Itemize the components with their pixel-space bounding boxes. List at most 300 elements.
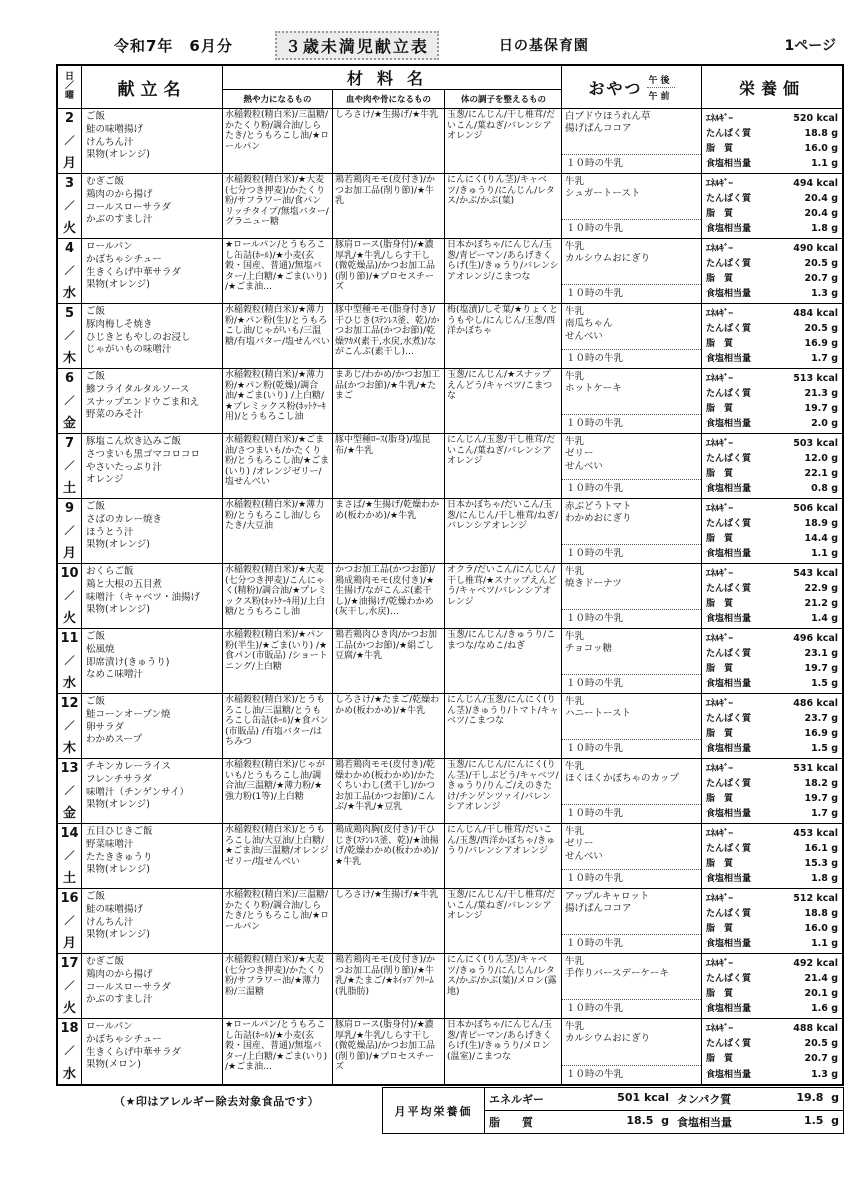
snack-morning: １０時の牛乳 [562, 414, 701, 433]
fat-label: 脂 質 [706, 208, 734, 219]
energy-label: ｴﾈﾙｷﾞｰ [706, 698, 734, 709]
protein-label: たんぱく質 [706, 843, 752, 854]
energy-label: ｴﾈﾙｷﾞｰ [706, 1023, 734, 1034]
salt-value: 1.4 g [811, 612, 838, 624]
energy-foods-cell: 水稲穀粒(精白米)/じゃがいも/とうもろこし油/調合油/三温糖/★薄力粉/★強力粉(1等)/上白糖 [223, 759, 333, 823]
weekday: 月 [62, 155, 76, 171]
energy-label: ｴﾈﾙｷﾞｰ [706, 373, 734, 384]
energy-value: 490 kcal [793, 242, 838, 254]
menu-names-cell: ご飯 鮭コーンオーブン焼 卵サラダ わかめスープ [82, 694, 223, 758]
subheader-condition-foods: 体の調子を整えるもの [460, 95, 546, 105]
snack-afternoon: 牛乳 チョコッ糖 [565, 631, 613, 655]
day-cell: 5 ／ 木 [58, 304, 82, 368]
protein-value: 23.7 g [804, 712, 838, 724]
snack-afternoon: 牛乳 手作りバースデーケーキ [565, 956, 669, 980]
day-cell: 4 ／ 水 [58, 239, 82, 303]
day-cell: 11 ／ 水 [58, 629, 82, 693]
condition-foods-cell: 玉葱/にんじん/きゅうり/こまつな/なめこ/ねぎ [445, 629, 562, 693]
protein-value: 18.2 g [804, 777, 838, 789]
day-cell: 2 ／ 月 [58, 109, 82, 173]
protein-foods-cell: まあじ/わかめ/かつお加工品(かつお節)/★牛乳/★たまご [333, 369, 445, 433]
snack-cell [562, 369, 702, 433]
protein-foods-cell: しろさけ/★生揚げ/★牛乳 [333, 109, 445, 173]
fat-value: 19.7 g [804, 402, 838, 414]
subheader-energy-foods: 熱や力になるもの [223, 90, 333, 108]
snack-morning: １０時の牛乳 [562, 219, 701, 238]
condition-foods-cell: にんにく(りん茎)/キャベツ/きゅうり/にんじん/レタス/かぶ/かぶ(葉)/メロン(露地) [445, 954, 562, 1018]
snack-afternoon: 牛乳 ほくほくかぼちゃのカップ [565, 761, 679, 785]
day-number: 13 [60, 761, 79, 776]
snack-afternoon: 赤ぶどうトマト わかめおにぎり [565, 501, 632, 525]
snack-cell [562, 239, 702, 303]
snack-cell [562, 629, 702, 693]
protein-value: 20.4 g [804, 192, 838, 204]
nutrition-cell [702, 889, 842, 953]
protein-foods-cell: 鶏若鶏肉モモ(皮付き)/かつお加工品(削り節)/★牛乳/★たまご/★ﾎｲｯﾌﾟｸﾘｰﾑ(乳脂肪) [333, 954, 445, 1018]
fat-label: 脂 質 [706, 1054, 734, 1065]
fat-label: 脂 質 [706, 858, 734, 869]
avg-salt-value: 1.5 g [803, 1114, 839, 1127]
fat-value: 16.9 g [804, 337, 838, 349]
fat-label: 脂 質 [706, 533, 734, 544]
fat-value: 20.7 g [804, 272, 838, 284]
nutrition-cell [702, 304, 842, 368]
protein-value: 22.9 g [804, 582, 838, 594]
energy-label: ｴﾈﾙｷﾞｰ [706, 438, 734, 449]
fat-value: 22.1 g [804, 467, 838, 479]
protein-label: たんぱく質 [706, 193, 752, 204]
snack-afternoon: 牛乳 ハニートースト [565, 696, 632, 720]
menu-day-row [58, 564, 842, 629]
protein-foods-cell: 豚肩ロース(脂身付)/★濃厚乳/★牛乳/しらす干し(微乾燥品)/かつお加工品(削り節)/★プロセスチーズ [333, 239, 445, 303]
nutrition-cell [702, 109, 842, 173]
menu-day-row [58, 824, 842, 889]
energy-foods-cell: 水稲穀粒(精白米)/★薄力粉/★パン粉(乾燥)/調合油/★ごま(いり) /上白糖/★プレミックス粉(ﾎｯﾄｹｰｷ用)/とうもろこし油 [223, 369, 333, 433]
protein-foods-cell: 豚中型種モモ(脂身付き)/干ひじき(ｽﾃﾝﾚｽ釜、乾)/かつお加工品(かつお節)/乾燥ﾜｶﾒ(素干,水戻,水煮)/ながこんぶ(素干し)… [333, 304, 445, 368]
snack-afternoon: 牛乳 カルシウムおにぎり [565, 241, 651, 265]
day-cell: 18 ／ 水 [58, 1019, 82, 1084]
fat-value: 16.0 g [804, 922, 838, 934]
menu-names-cell: おくらご飯 鶏と大根の五目煮 味噌汁（キャベツ・油揚げ 果物(オレンジ) [82, 564, 223, 628]
snack-morning: １０時の牛乳 [562, 284, 701, 303]
fat-value: 16.9 g [804, 727, 838, 739]
menu-rows [58, 109, 842, 1084]
protein-label: たんぱく質 [706, 258, 752, 269]
energy-foods-cell: 水稲穀粒(精白米)/★大麦(七分つき押麦)/かたくり粉/サフラワー油/★薄力粉/三温糖 [223, 954, 333, 1018]
menu-day-row [58, 239, 842, 304]
avg-fat-value: 18.5 g [626, 1114, 669, 1127]
weekday: 火 [62, 1000, 76, 1016]
energy-foods-cell: 水稲穀粒(精白米)/とうもろこし油/大豆油/上白糖/★ごま油/三温糖/オレンジゼリー/塩せんべい [223, 824, 333, 888]
day-cell: 3 ／ 火 [58, 174, 82, 238]
protein-label: たんぱく質 [706, 323, 752, 334]
protein-label: たんぱく質 [706, 1039, 752, 1050]
snack-cell [562, 174, 702, 238]
protein-value: 20.5 g [804, 322, 838, 334]
salt-value: 1.1 g [811, 547, 838, 559]
snack-morning: １０時の牛乳 [562, 349, 701, 368]
energy-value: 488 kcal [793, 1022, 838, 1034]
condition-foods-cell: 玉葱/にんじん/干し椎茸/だいこん/葉ねぎ/バレンシアオレンジ [445, 109, 562, 173]
energy-foods-cell: ★ロールパン/とうもろこし缶詰(ﾎｰﾙ)/★小麦(玄穀・国産、普通)/無塩バター/上白糖/★ごま(いり) /★ごま油… [223, 1019, 333, 1084]
energy-label: ｴﾈﾙｷﾞｰ [706, 178, 734, 189]
menu-table [56, 64, 844, 1086]
allergy-note: （★印はアレルギー除去対象食品です） [114, 1095, 320, 1108]
energy-label: ｴﾈﾙｷﾞｰ [706, 893, 734, 904]
avg-fat-label: 脂 質 [489, 1116, 533, 1129]
snack-cell [562, 1019, 702, 1084]
condition-foods-cell: 玉葱/にんじん/にんにく(りん茎)/干しぶどう/キャベツ/きゅうり/りんご/えのきたけ/チンゲンツァイ/バレンシアオレンジ [445, 759, 562, 823]
monthly-average-label: 月平均栄養価 [383, 1088, 485, 1133]
nutrition-cell [702, 1019, 842, 1084]
snack-cell [562, 434, 702, 498]
snack-morning: １０時の牛乳 [562, 479, 701, 498]
day-cell: 12 ／ 木 [58, 694, 82, 758]
menu-names-cell: ご飯 鮭の味噌揚げ けんちん汁 果物(オレンジ) [82, 109, 223, 173]
energy-foods-cell: 水稲穀粒(精白米)/★ごま油/さつまいも/かたくり粉/とうもろこし油/★ごま(いり) /オレンジゼリー/塩せんべい [223, 434, 333, 498]
salt-value: 1.1 g [811, 157, 838, 169]
weekday: 月 [62, 935, 76, 951]
snack-morning: １０時の牛乳 [562, 1065, 701, 1084]
nutrition-cell [702, 369, 842, 433]
nutrition-cell [702, 954, 842, 1018]
nutrition-cell [702, 499, 842, 563]
protein-value: 21.4 g [804, 972, 838, 984]
menu-names-cell: ご飯 松風焼 即席漬け(きゅうり) なめこ味噌汁 [82, 629, 223, 693]
menu-names-cell: 五目ひじきご飯 野菜味噌汁 たたききゅうり 果物(オレンジ) [82, 824, 223, 888]
snack-cell [562, 694, 702, 758]
day-number: 14 [60, 826, 79, 841]
energy-value: 543 kcal [793, 567, 838, 579]
salt-label: 食塩相当量 [706, 548, 752, 559]
energy-foods-cell: 水稲穀粒(精白米)/★大麦(七分つき押麦)/かたくり粉/サフラワー油/食パン リッチタイプ/無塩バター/グラニュー糖 [223, 174, 333, 238]
energy-foods-cell: 水稲穀粒(精白米)/★薄力粉/とうもろこし油/しらたき/大豆油 [223, 499, 333, 563]
day-number: 7 [64, 436, 75, 451]
menu-day-row [58, 1019, 842, 1084]
page-number: 1ページ [784, 38, 836, 54]
column-header-nutrition: 栄養価 [738, 78, 805, 98]
table-header-row [58, 66, 842, 109]
day-number: 17 [60, 956, 79, 971]
day-cell: 7 ／ 土 [58, 434, 82, 498]
day-number: 18 [60, 1021, 79, 1036]
menu-names-cell: ロールパン かぼちゃシチュー 生きくらげ中華サラダ 果物(オレンジ) [82, 239, 223, 303]
menu-names-cell: ロールパン かぼちゃシチュー 生きくらげ中華サラダ 果物(メロン) [82, 1019, 223, 1084]
weekday: 金 [62, 415, 76, 431]
snack-morning: １０時の牛乳 [562, 544, 701, 563]
avg-protein-value: 19.8 g [765, 1088, 843, 1111]
menu-day-row [58, 759, 842, 824]
snack-morning: １０時の牛乳 [562, 609, 701, 628]
day-number: 5 [64, 306, 75, 321]
protein-label: たんぱく質 [706, 128, 752, 139]
weekday: 水 [62, 1066, 76, 1082]
weekday: 土 [62, 870, 76, 886]
date-label: 令和7年 6月分 [114, 36, 233, 55]
energy-value: 531 kcal [793, 762, 838, 774]
snack-cell [562, 564, 702, 628]
salt-label: 食塩相当量 [706, 353, 752, 364]
protein-label: たんぱく質 [706, 908, 752, 919]
salt-label: 食塩相当量 [706, 938, 752, 949]
snack-morning: １０時の牛乳 [562, 739, 701, 758]
salt-label: 食塩相当量 [706, 678, 752, 689]
fat-value: 20.4 g [804, 207, 838, 219]
day-number: 11 [60, 631, 79, 646]
day-cell: 6 ／ 金 [58, 369, 82, 433]
weekday: 金 [62, 805, 76, 821]
fat-label: 脂 質 [706, 338, 734, 349]
energy-foods-cell: 水稲穀粒(精白米)/三温糖/かたくり粉/調合油/しらたき/とうもろこし油/★ロールパン [223, 109, 333, 173]
salt-label: 食塩相当量 [706, 808, 752, 819]
day-number: 3 [64, 176, 75, 191]
column-header-ingredients [223, 66, 562, 108]
energy-label: ｴﾈﾙｷﾞｰ [706, 828, 734, 839]
energy-label: ｴﾈﾙｷﾞｰ [706, 113, 734, 124]
snack-am-label: 午前 [648, 91, 673, 102]
menu-names-cell: ご飯 豚肉梅しそ焼き ひじきともやしのお浸し じゃがいもの味噌汁 [82, 304, 223, 368]
salt-value: 1.1 g [811, 937, 838, 949]
fat-label: 脂 質 [706, 403, 734, 414]
fat-value: 21.2 g [804, 597, 838, 609]
protein-foods-cell: しろさけ/★たまご/乾燥わかめ(板わかめ)/★牛乳 [333, 694, 445, 758]
protein-value: 20.5 g [804, 257, 838, 269]
avg-energy-label: エネルギー [485, 1088, 577, 1111]
snack-morning: １０時の牛乳 [562, 869, 701, 888]
fat-label: 脂 質 [706, 663, 734, 674]
condition-foods-cell: 梅(塩漬)/しそ葉/★りょくとうもやし/にんじん/玉葱/西洋かぼちゃ [445, 304, 562, 368]
snack-morning: １０時の牛乳 [562, 154, 701, 173]
salt-label: 食塩相当量 [706, 223, 752, 234]
energy-value: 492 kcal [793, 957, 838, 969]
protein-label: たんぱく質 [706, 778, 752, 789]
snack-cell [562, 954, 702, 1018]
table-footer [56, 1087, 844, 1134]
energy-label: ｴﾈﾙｷﾞｰ [706, 568, 734, 579]
menu-day-row [58, 174, 842, 239]
protein-value: 12.0 g [804, 452, 838, 464]
snack-morning: １０時の牛乳 [562, 674, 701, 693]
snack-afternoon: 白ブドウほうれん草 揚げぱんココア [565, 111, 651, 135]
day-number: 6 [64, 371, 75, 386]
day-number: 9 [64, 501, 75, 516]
fat-label: 脂 質 [706, 468, 734, 479]
weekday: 火 [62, 610, 76, 626]
fat-value: 20.1 g [804, 987, 838, 999]
day-number: 4 [64, 241, 75, 256]
protein-value: 16.1 g [804, 842, 838, 854]
fat-value: 20.7 g [804, 1053, 838, 1065]
menu-names-cell: ご飯 鰺フライタルタルソース スナップエンドウごま和え 野菜のみそ汁 [82, 369, 223, 433]
condition-foods-cell: にんじん/玉葱/にんにく(りん茎)/きゅうり/トマト/キャベツ/こまつな [445, 694, 562, 758]
weekday: 火 [62, 220, 76, 236]
day-cell: 16 ／ 月 [58, 889, 82, 953]
menu-day-row [58, 434, 842, 499]
fat-label: 脂 質 [706, 923, 734, 934]
day-number: 2 [64, 111, 75, 126]
menu-day-row [58, 954, 842, 1019]
snack-pm-label: 午後 [647, 72, 675, 88]
day-cell: 13 ／ 金 [58, 759, 82, 823]
protein-foods-cell: 豚中型種ﾛｰｽ(脂身)/塩昆布/★牛乳 [333, 434, 445, 498]
day-cell: 10 ／ 火 [58, 564, 82, 628]
protein-foods-cell: 鶏若鶏肉モモ(皮付き)/乾燥わかめ(板わかめ)/かたくちいわし(煮干し)/かつお加工品(かつお節)/こんぶ/★牛乳/★豆乳 [333, 759, 445, 823]
protein-value: 23.1 g [804, 647, 838, 659]
energy-label: ｴﾈﾙｷﾞｰ [706, 958, 734, 969]
condition-foods-cell: にんじん/干し椎茸/だいこん/玉葱/西洋かぼちゃ/きゅうり/バレンシアオレンジ [445, 824, 562, 888]
nutrition-cell [702, 629, 842, 693]
weekday: 月 [62, 545, 76, 561]
page-title: ３歳未満児献立表 [275, 31, 439, 60]
salt-value: 1.8 g [811, 222, 838, 234]
column-header-day: 日 ／ 曜 [58, 66, 82, 108]
menu-day-row [58, 694, 842, 759]
fat-value: 14.4 g [804, 532, 838, 544]
energy-label: ｴﾈﾙｷﾞｰ [706, 633, 734, 644]
energy-value: 520 kcal [793, 112, 838, 124]
day-cell: 9 ／ 月 [58, 499, 82, 563]
nutrition-cell [702, 564, 842, 628]
menu-names-cell: むぎご飯 鶏肉のから揚げ コールスローサラダ かぶのすまし汁 [82, 954, 223, 1018]
salt-value: 1.7 g [811, 352, 838, 364]
salt-label: 食塩相当量 [706, 743, 752, 754]
snack-cell [562, 304, 702, 368]
protein-value: 18.8 g [804, 907, 838, 919]
fat-value: 16.0 g [804, 142, 838, 154]
weekday: 水 [62, 285, 76, 301]
snack-cell [562, 889, 702, 953]
salt-label: 食塩相当量 [706, 483, 752, 494]
salt-value: 1.7 g [811, 807, 838, 819]
protein-foods-cell: しろさけ/★生揚げ/★牛乳 [333, 889, 445, 953]
day-cell: 14 ／ 土 [58, 824, 82, 888]
energy-label: ｴﾈﾙｷﾞｰ [706, 503, 734, 514]
condition-foods-cell: 日本かぼちゃ/にんじん/玉葱/青ピーマン/あらげきくらげ(生)/きゅうり/メロン(温室)/こまつな [445, 1019, 562, 1084]
snack-morning: １０時の牛乳 [562, 804, 701, 823]
protein-foods-cell: まさば/★生揚げ/乾燥わかめ(板わかめ)/★牛乳 [333, 499, 445, 563]
protein-label: たんぱく質 [706, 518, 752, 529]
snack-cell [562, 759, 702, 823]
salt-value: 2.0 g [811, 417, 838, 429]
nutrition-cell [702, 759, 842, 823]
protein-label: たんぱく質 [706, 713, 752, 724]
energy-foods-cell: 水稲穀粒(精白米)/★パン粉(半生)/★ごま(いり) /★食パン(市販品) /ショートニング/上白糖 [223, 629, 333, 693]
ingredients-title: 材料名 [223, 66, 561, 90]
energy-value: 506 kcal [793, 502, 838, 514]
salt-label: 食塩相当量 [706, 158, 752, 169]
school-name: 日の基保育園 [498, 38, 589, 54]
day-number: 12 [60, 696, 79, 711]
snack-cell [562, 824, 702, 888]
condition-foods-cell: 玉葱/にんじん/干し椎茸/だいこん/葉ねぎ/バレンシアオレンジ [445, 889, 562, 953]
condition-foods-cell: オクラ/だいこん/にんじん/干し椎茸/★スナップえんどう/キャベツ/バレンシアオレンジ [445, 564, 562, 628]
nutrition-cell [702, 694, 842, 758]
snack-afternoon: 牛乳 ホットケーキ [565, 371, 622, 395]
energy-foods-cell: 水稲穀粒(精白米)/三温糖/かたくり粉/調合油/しらたき/とうもろこし油/★ロールパン [223, 889, 333, 953]
salt-label: 食塩相当量 [706, 288, 752, 299]
salt-label: 食塩相当量 [706, 613, 752, 624]
protein-value: 20.5 g [804, 1038, 838, 1050]
menu-day-row [58, 369, 842, 434]
salt-value: 1.5 g [811, 677, 838, 689]
protein-foods-cell: 鶏若鶏肉モモ(皮付き)/かつお加工品(削り節)/★牛乳 [333, 174, 445, 238]
fat-label: 脂 質 [706, 143, 734, 154]
protein-label: たんぱく質 [706, 648, 752, 659]
fat-label: 脂 質 [706, 598, 734, 609]
subheader-blood-foods: 血や肉や骨になるもの [333, 90, 445, 108]
snack-afternoon: 牛乳 ゼリー せんべい [565, 826, 603, 862]
snack-afternoon: 牛乳 南瓜ちゃん せんべい [565, 306, 613, 342]
salt-label: 食塩相当量 [706, 418, 752, 429]
snack-afternoon: 牛乳 焼きドーナツ [565, 566, 622, 590]
salt-value: 0.8 g [811, 482, 838, 494]
nutrition-cell [702, 824, 842, 888]
protein-value: 21.3 g [804, 387, 838, 399]
column-header-snack: おやつ 午後 午前 [562, 66, 702, 108]
condition-foods-cell: 日本かぼちゃ/だいこん/玉葱/にんじん/干し椎茸/ねぎ/バレンシアオレンジ [445, 499, 562, 563]
energy-foods-cell: 水稲穀粒(精白米)/★薄力粉/★パン粉(生)/とうもろこし油/じゃがいも/三温糖/有塩バター/塩せんべい [223, 304, 333, 368]
salt-value: 1.3 g [811, 1068, 838, 1080]
page-header [56, 30, 844, 60]
protein-foods-cell: 鶏若鶏肉ひき肉/かつお加工品(かつお節)/★絹ごし豆腐/★牛乳 [333, 629, 445, 693]
weekday: 木 [62, 740, 76, 756]
fat-label: 脂 質 [706, 273, 734, 284]
condition-foods-cell: 日本かぼちゃ/にんじん/玉葱/青ピーマン/あらげきくらげ(生)/きゅうり/バレンシアオレンジ/こまつな [445, 239, 562, 303]
protein-label: たんぱく質 [706, 453, 752, 464]
snack-cell [562, 499, 702, 563]
nutrition-cell [702, 239, 842, 303]
weekday: 土 [62, 480, 76, 496]
snack-cell [562, 109, 702, 173]
fat-label: 脂 質 [706, 988, 734, 999]
condition-foods-cell: にんじん/玉葱/干し椎茸/だいこん/葉ねぎ/バレンシアオレンジ [445, 434, 562, 498]
menu-day-row [58, 889, 842, 954]
avg-salt-label: 食塩相当量 [677, 1116, 732, 1129]
energy-value: 512 kcal [793, 892, 838, 904]
fat-label: 脂 質 [706, 793, 734, 804]
weekday: 木 [62, 350, 76, 366]
energy-label: ｴﾈﾙｷﾞｰ [706, 308, 734, 319]
fat-value: 19.7 g [804, 662, 838, 674]
protein-value: 18.8 g [804, 127, 838, 139]
energy-value: 484 kcal [793, 307, 838, 319]
protein-label: たんぱく質 [706, 583, 752, 594]
energy-label: ｴﾈﾙｷﾞｰ [706, 763, 734, 774]
salt-label: 食塩相当量 [706, 1003, 752, 1014]
menu-names-cell: チキンカレーライス フレンチサラダ 味噌汁（チンゲンサイ） 果物(オレンジ) [82, 759, 223, 823]
menu-names-cell: ご飯 さばのカレー焼き ほうとう汁 果物(オレンジ) [82, 499, 223, 563]
salt-value: 1.8 g [811, 872, 838, 884]
nutrition-cell [702, 174, 842, 238]
menu-names-cell: ご飯 鮭の味噌揚げ けんちん汁 果物(オレンジ) [82, 889, 223, 953]
avg-protein-label: タンパク質 [673, 1088, 765, 1111]
column-header-menu: 献立名 [82, 66, 223, 108]
energy-value: 503 kcal [793, 437, 838, 449]
day-number: 16 [60, 891, 79, 906]
protein-label: たんぱく質 [706, 973, 752, 984]
salt-value: 1.5 g [811, 742, 838, 754]
protein-value: 18.9 g [804, 517, 838, 529]
snack-afternoon: 牛乳 シュガートースト [565, 176, 641, 200]
energy-value: 453 kcal [793, 827, 838, 839]
fat-value: 15.3 g [804, 857, 838, 869]
salt-value: 1.6 g [811, 1002, 838, 1014]
menu-names-cell: むぎご飯 鶏肉のから揚げ コールスローサラダ かぶのすまし汁 [82, 174, 223, 238]
day-cell: 17 ／ 火 [58, 954, 82, 1018]
energy-value: 486 kcal [793, 697, 838, 709]
monthly-average-box [382, 1087, 844, 1134]
protein-label: たんぱく質 [706, 388, 752, 399]
